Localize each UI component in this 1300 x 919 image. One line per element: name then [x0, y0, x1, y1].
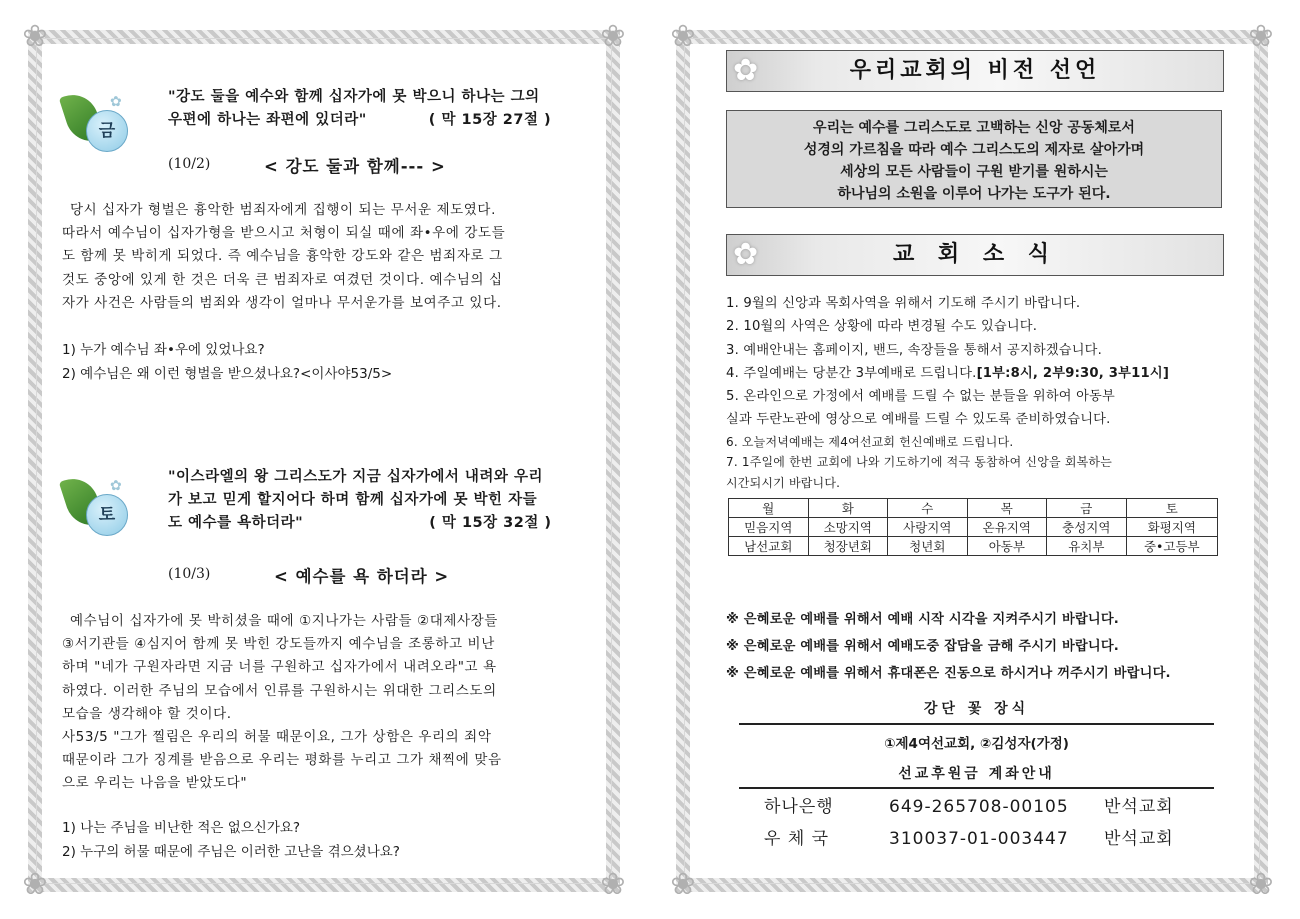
body-saturday — [62, 610, 587, 796]
account-holder: 반석교회 — [1104, 829, 1174, 849]
news-item: 1. 9월의 신앙과 목회사역을 위해서 기도해 주시기 바랍니다. — [726, 296, 1081, 311]
table-cell: 남선교회 — [729, 537, 809, 556]
table-cell: 아동부 — [967, 537, 1047, 556]
table-cell: 청년회 — [888, 537, 968, 556]
table-cell: 중•고등부 — [1126, 537, 1217, 556]
notice-item: ※ 은혜로운 예배를 위해서 휴대폰은 진동으로 하시거나 꺼주시기 바랍니다. — [726, 666, 1171, 681]
body-line: ③서기관들 ④심지어 함께 못 박힌 강도들까지 예수님을 조롱하고 비난 — [62, 636, 495, 653]
notice-item: ※ 은혜로운 예배를 위해서 예배도중 잡담을 금해 주시기 바랍니다. — [726, 639, 1119, 654]
table-header-cell: 화 — [808, 499, 888, 518]
body-line: 하며 "네가 구원자라면 지금 너를 구원하고 십자가에서 내려오라"고 욕 — [62, 659, 497, 676]
questions-friday — [62, 338, 392, 386]
table-cell: 청장년회 — [808, 537, 888, 556]
corner-ornament-icon: ❀ — [1248, 867, 1274, 902]
church-news — [726, 292, 1226, 493]
body-line: 당시 십자가 형벌은 흉악한 범죄자에게 집행이 되는 무서운 제도였다. — [70, 202, 496, 218]
verse-friday — [168, 86, 588, 132]
news-item: 7. 1주일에 한번 교회에 나와 기도하기에 적극 동참하여 신앙을 회복하는 — [726, 455, 1112, 470]
account-holder: 반석교회 — [1104, 797, 1174, 817]
verse-reference: ( 막 15장 27절 ) — [428, 112, 552, 128]
table-header-cell: 토 — [1126, 499, 1217, 518]
day-label: 토 — [86, 494, 128, 536]
body-line: 것도 중앙에 있게 한 것은 더욱 큰 범죄자로 여겼던 것이다. 예수님의 십 — [62, 271, 503, 288]
day-label: 금 — [86, 110, 128, 152]
news-banner — [726, 234, 1224, 276]
corner-ornament-icon: ❀ — [1248, 19, 1274, 54]
body-line: 때문이라 그가 징계를 받음으로 우리는 평화를 누리고 그가 채찍에 맞음 — [62, 752, 502, 769]
table-row — [729, 537, 1218, 556]
body-line: 하였다. 이러한 주님의 모습에서 인류를 구원하시는 위대한 그리스도의 — [62, 682, 497, 699]
question: 2) 누구의 허물 때문에 주님은 이러한 고난을 겪으셨나요? — [62, 844, 400, 860]
corner-ornament-icon: ❀ — [22, 19, 48, 54]
daisy-icon: ✿ — [733, 53, 759, 88]
table-cell: 화평지역 — [1126, 518, 1217, 537]
verse-line: 도 예수를 욕하더라" ( 막 15장 32절 ) — [168, 515, 552, 531]
table-row — [729, 518, 1218, 537]
right-page — [670, 19, 1274, 902]
account-row — [764, 792, 1174, 817]
question: 2) 예수님은 왜 이런 형벌을 받으셨나요?<이사야53/5> — [62, 366, 393, 382]
body-line: 예수님이 십자가에 못 박히셨을 때에 ①지나가는 사람들 ②대제사장들 — [70, 613, 498, 629]
title-friday: < 강도 둘과 함께--- > — [264, 157, 446, 176]
divider — [739, 787, 1214, 789]
body-line: 사53/5 "그가 찔림은 우리의 허물 때문이요, 그가 상함은 우리의 죄악 — [62, 729, 492, 746]
news-item: 3. 예배안내는 홈페이지, 밴드, 속장들을 통해서 공지하겠습니다. — [726, 342, 1102, 358]
verse-reference: ( 막 15장 32절 ) — [429, 515, 552, 531]
date-saturday: (10/3) — [168, 566, 211, 582]
day-emblem-friday — [66, 88, 136, 166]
daisy-icon: ✿ — [733, 237, 759, 272]
account-number: 649-265708-00105 — [889, 797, 1069, 817]
table-header-cell: 수 — [888, 499, 968, 518]
corner-ornament-icon: ❀ — [670, 867, 696, 902]
left-page — [22, 19, 626, 902]
news-item: 시간되시기 바랍니다. — [726, 475, 841, 490]
bank-name: 하나은행 — [764, 797, 834, 817]
table-cell: 온유지역 — [967, 518, 1047, 537]
vision-banner — [726, 50, 1224, 92]
day-emblem-saturday — [66, 472, 136, 550]
worship-notices — [726, 606, 1171, 687]
altar-flower-donors: ①제4여선교회, ②김성자(가정) — [884, 736, 1069, 752]
account-row — [764, 824, 1174, 849]
flower-sprig-icon: ✿ — [110, 94, 122, 110]
account-title: 선교후원금 계좌안내 — [898, 766, 1055, 782]
verse-line: 우편에 하나는 좌편에 있더라" ( 막 15장 27절 ) — [168, 112, 552, 128]
body-line: 도 함께 못 박히게 되었다. 즉 예수님을 흉악한 강도와 같은 범죄자로 그 — [62, 248, 503, 265]
corner-ornament-icon: ❀ — [670, 19, 696, 54]
body-line: 따라서 예수님이 십자가형을 받으시고 처형이 되실 때에 좌•우에 강도들 — [62, 225, 506, 242]
question: 1) 누가 예수님 좌•우에 있었나요? — [62, 342, 265, 358]
vision-title: 우리교회의 비전 선언 — [849, 58, 1101, 83]
table-row — [729, 499, 1218, 518]
bank-name: 우 체 국 — [764, 829, 830, 849]
table-cell: 유치부 — [1047, 537, 1127, 556]
vision-statement — [726, 110, 1222, 208]
body-friday — [62, 199, 587, 315]
question: 1) 나는 주님을 비난한 적은 없으신가요? — [62, 820, 301, 836]
table-cell: 사랑지역 — [888, 518, 968, 537]
news-item: 4. 주일예배는 당분간 3부예배로 드립니다.[1부:8시, 2부9:30, 3부11시] — [726, 365, 1170, 381]
table-header-cell: 월 — [729, 499, 809, 518]
news-item: 5. 온라인으로 가정에서 예배를 드릴 수 없는 분들을 위하여 아동부 — [726, 389, 1115, 405]
vision-line: 우리는 예수를 그리스도로 고백하는 신앙 공동체로서 — [813, 120, 1135, 136]
divider — [739, 723, 1214, 725]
news-item: 실과 두란노관에 영상으로 예배를 드릴 수 있도록 준비하였습니다. — [726, 412, 1111, 428]
title-saturday: < 예수를 욕 하더라 > — [274, 567, 450, 586]
body-line: 자가 사건은 사람들의 범죄와 생각이 얼마나 무서운가를 보여주고 있다. — [62, 294, 502, 311]
vision-line: 세상의 모든 사람들이 구원 받기를 원하시는 — [840, 164, 1108, 180]
service-times: [1부:8시, 2부9:30, 3부11시] — [976, 365, 1170, 381]
prayer-schedule-table — [728, 498, 1218, 556]
questions-saturday — [62, 816, 400, 864]
table-cell: 믿음지역 — [729, 518, 809, 537]
corner-ornament-icon: ❀ — [600, 19, 626, 54]
date-friday: (10/2) — [168, 156, 211, 172]
news-item: 6. 오늘저녁예배는 제4여선교회 헌신예배로 드립니다. — [726, 434, 1014, 449]
corner-ornament-icon: ❀ — [22, 867, 48, 902]
news-item: 2. 10월의 사역은 상황에 따라 변경될 수도 있습니다. — [726, 319, 1038, 335]
table-header-cell: 금 — [1047, 499, 1127, 518]
verse-saturday — [168, 466, 590, 535]
body-line: 모습을 생각해야 할 것이다. — [62, 705, 232, 722]
flower-sprig-icon: ✿ — [110, 478, 122, 494]
verse-line: 가 보고 믿게 할지어다 하며 함께 십자가에 못 박힌 자들 — [168, 492, 538, 508]
verse-line: "이스라엘의 왕 그리스도가 지금 십자가에서 내려와 우리 — [168, 469, 544, 485]
account-number: 310037-01-003447 — [889, 829, 1069, 849]
table-cell: 소망지역 — [808, 518, 888, 537]
news-title: 교 회 소 식 — [893, 242, 1057, 267]
vision-line: 성경의 가르침을 따라 예수 그리스도의 제자로 살아가며 — [803, 142, 1145, 158]
table-cell: 충성지역 — [1047, 518, 1127, 537]
table-header-cell: 목 — [967, 499, 1047, 518]
verse-line: "강도 둘을 예수와 함께 십자가에 못 박으니 하나는 그의 — [168, 89, 540, 105]
vision-line: 하나님의 소원을 이루어 나가는 도구가 된다. — [837, 186, 1111, 202]
corner-ornament-icon: ❀ — [600, 867, 626, 902]
notice-item: ※ 은혜로운 예배를 위해서 예배 시작 시각을 지켜주시기 바랍니다. — [726, 612, 1119, 627]
altar-flower-title: 강단 꽃 장식 — [923, 701, 1030, 717]
body-line: 으로 우리는 나음을 받았도다" — [62, 775, 248, 792]
